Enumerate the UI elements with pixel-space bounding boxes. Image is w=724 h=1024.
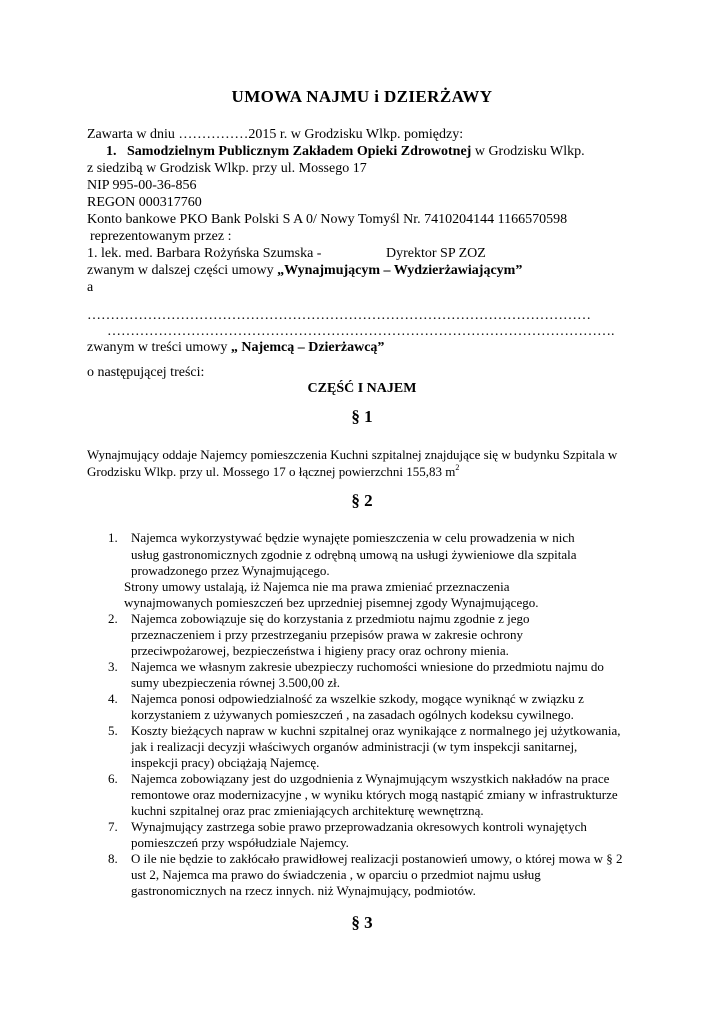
represented-line: reprezentowanym przez : bbox=[90, 229, 232, 244]
s2-item5-line3: inspekcji pracy) obciążają Najemcę. bbox=[131, 755, 320, 770]
s2-item8-line1: O ile nie będzie to zakłócało prawidłowej realizacji postanowień umowy, o której mowa w § 2 bbox=[131, 851, 623, 866]
s2-item1-line4: Strony umowy ustalają, iż Najemca nie ma prawa zmieniać przeznaczenia bbox=[124, 579, 510, 594]
and-line: a bbox=[87, 280, 94, 295]
called-landlord-prefix: zwanym w dalszej części umowy bbox=[87, 263, 278, 278]
s2-item8-number: 8. bbox=[108, 851, 118, 866]
s2-item1-line3: prowadzonego przez Wynajmującego. bbox=[131, 563, 330, 578]
s2-item2-line1: Najemca zobowiązuje się do korzystania z przedmiotu najmu zgodnie z jego bbox=[131, 611, 530, 626]
s2-item1-line2: usług gastronomicznych zgodnie z odrębną umową na usługi żywieniowe dla szpitala bbox=[131, 547, 577, 562]
s2-item5-number: 5. bbox=[108, 723, 118, 738]
s2-item1-line1: Najemca wykorzystywać będzie wynajęte pomieszczenia w celu prowadzenia w nich bbox=[131, 530, 575, 545]
s2-item6-line1: Najemca zobowiązany jest do uzgodnienia z Wynajmującym wszystkich nakładów na prace bbox=[131, 771, 610, 786]
party1-line bbox=[106, 143, 585, 160]
s2-item7-line1: Wynajmujący zastrzega sobie prawo przeprowadzania okresowych kontroli wynajętych bbox=[131, 819, 587, 834]
section1-line-1: Wynajmujący oddaje Najemcy pomieszczenia Kuchni szpitalnej znajdujące się w budynku Szpitala w bbox=[87, 447, 618, 462]
called-tenant-prefix: zwanym w treści umowy bbox=[87, 340, 231, 355]
s2-item2-number: 2. bbox=[108, 611, 118, 626]
nip-line: NIP 995-00-36-856 bbox=[87, 178, 197, 193]
s2-item3-line1: Najemca we własnym zakresie ubezpieczy ruchomości wniesione do przedmiotu najmu do bbox=[131, 659, 604, 674]
s2-item7-line2: pomieszczeń przy współudziale Najemcy. bbox=[131, 835, 349, 850]
s2-item4-number: 4. bbox=[108, 691, 118, 706]
s2-item3-line2: sumy ubezpieczenia równej 3.500,00 zł. bbox=[131, 675, 341, 690]
s2-item8-line3: gastronomicznych na rzecz innych. niż Wynajmujący, podmiotów. bbox=[131, 883, 476, 898]
seat-line: z siedzibą w Grodzisk Wlkp. przy ul. Mossego 17 bbox=[87, 161, 367, 176]
regon-line: REGON 000317760 bbox=[87, 195, 202, 210]
s2-item4-line2: korzystaniem z używanych pomieszczeń , na zasadach ogólnych kodeksu cywilnego. bbox=[131, 707, 574, 722]
s2-item5-line1: Koszty bieżących napraw w kuchni szpitalnej oraz wynikające z normalnego jej użytkowania, bbox=[131, 723, 621, 738]
s2-item3-number: 3. bbox=[108, 659, 118, 674]
section1-line-2 bbox=[87, 463, 459, 480]
tenant-name: „ Najemcą – Dzierżawcą” bbox=[230, 340, 385, 355]
section3-heading: § 3 bbox=[351, 913, 373, 932]
s2-item5-line2: jak i realizacji decyzji właściwych organów administracji (w tym inspekcji sanitarnej, bbox=[131, 739, 578, 754]
following-line: o następującej treści: bbox=[87, 365, 205, 380]
s2-item6-line3: kuchni szpitalnej oraz prac zmieniających architekturę wewnętrzną. bbox=[131, 803, 484, 818]
s2-item2-line2: przeznaczeniem i przy przestrzeganiu przepisów prawa w zakresie ochrony bbox=[131, 627, 523, 642]
representative-role: Dyrektor SP ZOZ bbox=[386, 246, 486, 261]
party1-location: w Grodzisku Wlkp. bbox=[474, 144, 585, 159]
section1-heading: § 1 bbox=[351, 407, 373, 426]
called-landlord-line bbox=[87, 262, 522, 279]
landlord-name: „Wynajmującym – Wydzierżawiającym” bbox=[277, 263, 523, 278]
party1-name: Samodzielnym Publicznym Zakładem Opieki Zdrowotnej bbox=[127, 144, 472, 159]
representative-person: 1. lek. med. Barbara Rożyńska Szumska - bbox=[87, 246, 322, 261]
dots-line-2: ………………………………………………………………………………………………. bbox=[107, 324, 615, 339]
document-title: UMOWA NAJMU i DZIERŻAWY bbox=[231, 87, 493, 106]
s2-item4-line1: Najemca ponosi odpowiedzialność za wszelkie szkody, mogące wyniknąć w związku z bbox=[131, 691, 584, 706]
dots-line-1: ……………………………………………………………………………………………… bbox=[87, 308, 591, 323]
intro-date-line: Zawarta w dniu ……………2015 r. w Grodzisku Wlkp. pomiędzy: bbox=[87, 127, 464, 142]
s2-item7-number: 7. bbox=[108, 819, 118, 834]
s2-item1-line5: wynajmowanych pomieszczeń bez uprzedniej pisemnej zgody Wynajmującego. bbox=[124, 595, 539, 610]
part1-title: CZĘŚĆ I NAJEM bbox=[307, 381, 417, 396]
section2-heading: § 2 bbox=[351, 491, 373, 510]
s2-item6-number: 6. bbox=[108, 771, 118, 786]
s2-item6-line2: remontowe oraz modernizacyjne , w wyniku których mogą nastąpić zmiany w infrastrukturze bbox=[131, 787, 618, 802]
party1-number: 1. bbox=[106, 144, 117, 159]
s2-item2-line3: przeciwpożarowej, bezpieczeństwa i higieny pracy oraz ochrony mienia. bbox=[131, 643, 509, 658]
bank-line: Konto bankowe PKO Bank Polski S A 0/ Nowy Tomyśl Nr. 7410204144 1166570598 bbox=[87, 212, 568, 227]
square-superscript: 2 bbox=[455, 463, 460, 472]
s2-item8-line2: ust 2, Najemca ma prawo do świadczenia , w oparciu o przedmiot najmu usług bbox=[131, 867, 541, 882]
s2-item1-number: 1. bbox=[108, 530, 118, 545]
section1-area-text: Grodzisku Wlkp. przy ul. Mossego 17 o łącznej powierzchni 155,83 m bbox=[87, 464, 456, 479]
called-tenant-line bbox=[87, 339, 384, 356]
